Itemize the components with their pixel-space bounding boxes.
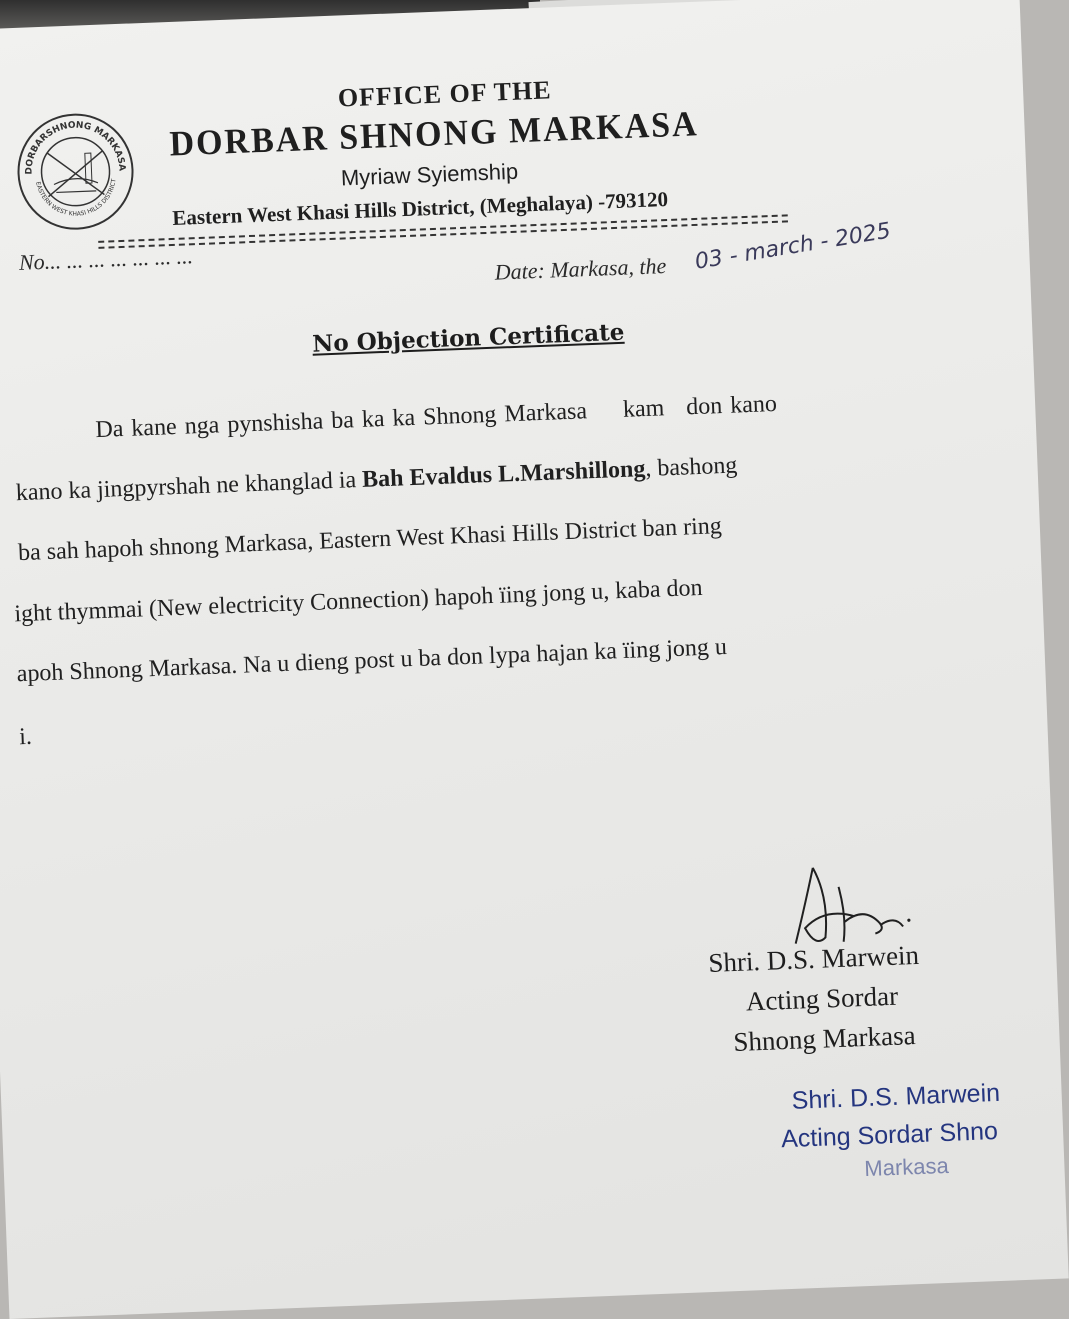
office-of-the-line: OFFICE OF THE [337,75,553,113]
applicant-name: Bah Evaldus L.Marshillong [361,456,646,493]
signatory-name: Shri. D.S. Marwein [707,939,920,978]
body-line-3: ba sah hapoh shnong Markasa, Eastern West Khasi Hills District ban ring [17,513,723,567]
stamp-designation: Acting Sordar Shno [780,1116,999,1154]
body-line-1-part-a: Da kane nga pynshisha ba ka ka Shnong Markasa [94,398,588,444]
seal-top-text: DORBARSHNONG MARKASA [24,120,127,175]
address-line: Eastern West Khasi Hills District, (Meghalaya) -793120 [171,186,669,230]
date-label: Date: Markasa, the [494,253,667,285]
body-line-1-part-c: don kano [685,390,778,421]
body-line-1 [95,391,777,444]
stamp-name: Shri. D.S. Marwein [791,1078,1001,1115]
body-line-2 [15,452,738,507]
stamp-place: Markasa [863,1152,950,1182]
reference-number: No... ... ... ... ... ... ... [18,243,194,275]
body-line-1-part-b: kam [622,395,665,423]
svg-text:EASTERN WEST KHASI HILLS DISTR [34,178,119,219]
body-line-5: apoh Shnong Markasa. Na u dieng post u ba don lypa hajan ka ïing jong u [16,634,728,688]
handwritten-date: 03 - march - 2025 [693,218,893,275]
syiemship-line: Myriaw Syiemship [340,158,519,191]
body-line-6: i. [18,723,33,751]
seal-bottom-text: EASTERN WEST KHASI HILLS DISTRICT [34,178,118,218]
body-line-2-post: , bashong [644,452,738,483]
signatory-place: Shnong Markasa [732,1020,917,1058]
signatory-designation: Acting Sordar [745,980,899,1017]
certificate-title: No Objection Certificate [311,318,625,358]
organization-name: DORBAR SHNONG MARKASA [168,104,700,164]
body-line-2-pre: kano ka jingpyrshah ne khanglad ia [15,466,363,507]
body-line-4: ight thymmai (New electricity Connection) hapoh ïing jong u, kaba don [13,574,703,628]
village-seal-emblem [13,109,138,234]
